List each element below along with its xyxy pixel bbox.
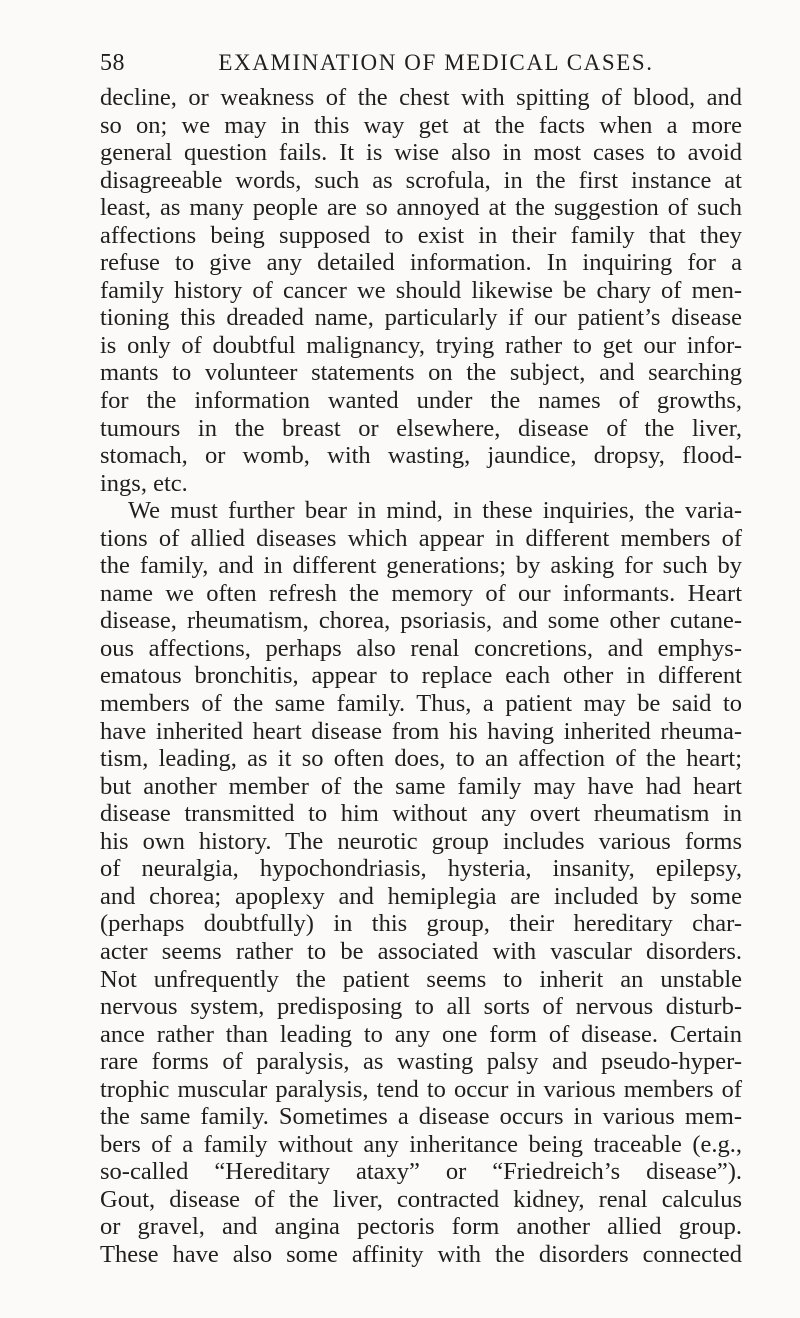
text-line: refuse to give any detailed information. In inquiring for a	[100, 249, 742, 277]
text-line: stomach, or womb, with wasting, jaundice, dropsy, flood-	[100, 442, 742, 470]
text-line: his own history. The neurotic group includes various forms	[100, 827, 742, 855]
text-line: ings, etc.	[100, 469, 188, 497]
text-line: but another member of the same family may have had heart	[100, 772, 742, 800]
text-line: ematous bronchitis, appear to replace each other in different	[100, 662, 742, 690]
text-line: tioning this dreaded name, particularly if our patient’s disease	[100, 304, 742, 332]
body-text	[100, 84, 742, 1269]
text-line: or gravel, and angina pectoris form another allied group.	[100, 1213, 742, 1241]
text-line: decline, or weakness of the chest with spitting of blood, and	[100, 84, 742, 111]
text-line: family history of cancer we should likewise be chary of men-	[100, 276, 742, 304]
text-line: affections being supposed to exist in their family that they	[100, 221, 742, 249]
page-header	[100, 50, 742, 80]
text-line: tumours in the breast or elsewhere, disease of the liver,	[100, 414, 742, 442]
text-line: disagreeable words, such as scrofula, in the first instance at	[100, 166, 742, 194]
text-line: the family, and in different generations; by asking for such by	[100, 552, 742, 580]
text-line: (perhaps doubtfully) in this group, their hereditary char-	[100, 910, 742, 938]
text-line: tions of allied diseases which appear in different members of	[100, 524, 742, 552]
text-line: ance rather than leading to any one form of disease. Certain	[100, 1020, 742, 1048]
text-line: disease, rheumatism, chorea, psoriasis, and some other cutane-	[100, 607, 742, 635]
running-title: EXAMINATION OF MEDICAL CASES.	[218, 50, 654, 75]
text-line: general question fails. It is wise also in most cases to avoid	[100, 139, 742, 167]
text-line: so on; we may in this way get at the facts when a more	[100, 111, 742, 139]
text-line: least, as many people are so annoyed at the suggestion of such	[100, 194, 742, 222]
text-line: have inherited heart disease from his having inherited rheuma-	[100, 717, 742, 745]
text-line: so-called “Hereditary ataxy” or “Friedreich’s disease”).	[100, 1158, 742, 1186]
text-line: rare forms of paralysis, as wasting palsy and pseudo-hyper-	[100, 1048, 742, 1076]
text-line: and chorea; apoplexy and hemiplegia are included by some	[100, 882, 742, 910]
text-line: name we often refresh the memory of our informants. Heart	[100, 579, 742, 607]
text-line: of neuralgia, hypochondriasis, hysteria, insanity, epilepsy,	[100, 855, 742, 883]
text-line: trophic muscular paralysis, tend to occur in various members of	[100, 1075, 742, 1103]
text-line: nervous system, predisposing to all sorts of nervous disturb-	[100, 993, 742, 1021]
text-line: Gout, disease of the liver, contracted kidney, renal calculus	[100, 1185, 742, 1213]
text-line: members of the same family. Thus, a patient may be said to	[100, 690, 742, 718]
text-line: disease transmitted to him without any overt rheumatism in	[100, 800, 742, 828]
page-number: 58	[100, 50, 125, 76]
text-line: the same family. Sometimes a disease occurs in various mem-	[100, 1103, 742, 1131]
text-line: Not unfrequently the patient seems to inherit an unstable	[100, 965, 742, 993]
text-line: is only of doubtful malignancy, trying rather to get our infor-	[100, 331, 742, 359]
text-line: These have also some affinity with the disorders connected	[100, 1240, 742, 1268]
text-line: bers of a family without any inheritance being traceable (e.g.,	[100, 1130, 742, 1158]
paragraph-first-line: We must further bear in mind, in these inquiries, the varia-	[128, 497, 742, 525]
text-line: ous affections, perhaps also renal concretions, and emphys-	[100, 634, 742, 662]
text-line: acter seems rather to be associated with vascular disorders.	[100, 937, 742, 965]
text-line: tism, leading, as it so often does, to an affection of the heart;	[100, 745, 742, 773]
text-line: mants to volunteer statements on the subject, and searching	[100, 359, 742, 387]
text-line: for the information wanted under the names of growths,	[100, 387, 742, 415]
